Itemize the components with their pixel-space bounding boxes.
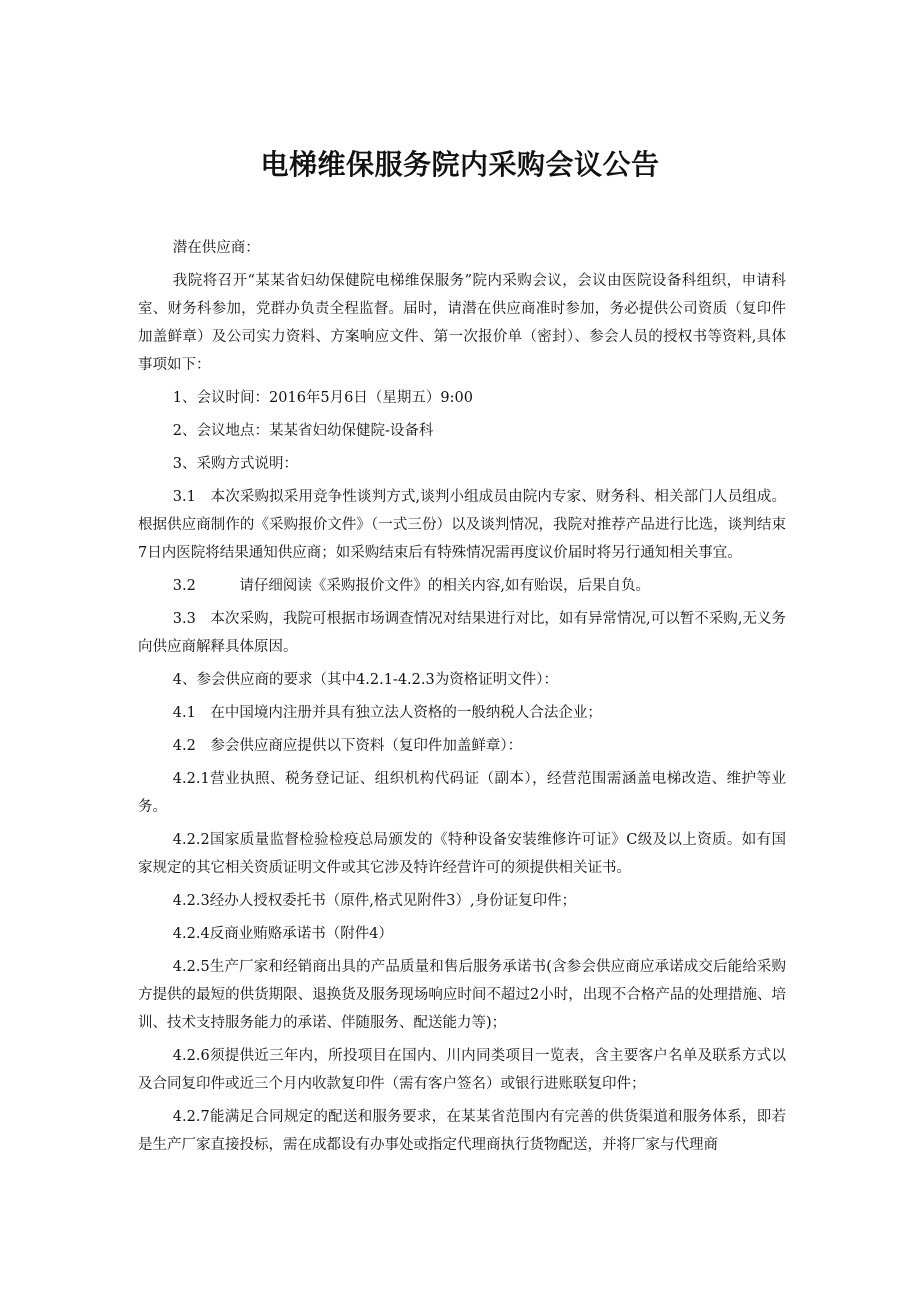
document-title: 电梯维保服务院内采购会议公告: [260, 148, 660, 181]
paragraph-4-1: 4.1 在中国境内注册并具有独立法人资格的一般纳税人合法企业；: [172, 705, 602, 721]
paragraph-4-2: 4.2 参会供应商应提供以下资料（复印件加盖鲜章）：: [172, 738, 523, 754]
paragraph-salutation: 潜在供应商：: [172, 240, 260, 256]
paragraph-4-2-5: 4.2.5生产厂家和经销商出具的产品质量和售后服务承诺书(含参会供应商应承诺成交后能给采购方提供的最短的供货期限、退换货及服务现场响应时间不超过2小时，出现不合格产品的处理措施、培训、技术支持服务能力的承诺、伴随服务、配送能力等)；: [138, 959, 786, 1031]
paragraph-intro: 我院将召开“某某省妇幼保健院电梯维保服务”院内采购会议，会议由医院设备科组织，申请科室、财务科参加，党群办负责全程监督。届时，请潜在供应商准时参加，务必提供公司资质（复印件加盖鲜章）及公司实力资料、方案响应文件、第一次报价单（密封）、参会人员的授权书等资料,具体事项如下：: [138, 273, 786, 373]
paragraph-procurement-method: 3、采购方式说明：: [172, 456, 299, 472]
paragraph-4-2-7: 4.2.7能满足合同规定的配送和服务要求，在某某省范围内有完善的供货渠道和服务体系，即若是生产厂家直接投标，需在成都设有办事处或指定代理商执行货物配送，并将厂家与代理商: [138, 1109, 786, 1153]
paragraph-3-2: 3.2 请仔细阅读《采购报价文件》的相关内容,如有贻误，后果自负。: [172, 578, 650, 594]
paragraph-4-2-2: 4.2.2国家质量监督检验检疫总局颁发的《特种设备安装维修许可证》C级及以上资质。如有国家规定的其它相关资质证明文件或其它涉及特许经营许可的须提供相关证书。: [138, 832, 786, 876]
paragraph-3-1: 3.1 本次采购拟采用竞争性谈判方式,谈判小组成员由院内专家、财务科、相关部门人员组成。根据供应商制作的《采购报价文件》（一式三份）以及谈判情况，我院对推荐产品进行比选，谈判结束7日内医院将结果通知供应商；如采购结束后有特殊情况需再度议价届时将另行通知相关事宜。: [138, 489, 786, 561]
paragraph-4-2-3: 4.2.3经办人授权委托书（原件,格式见附件3）,身份证复印件；: [172, 893, 577, 909]
paragraph-supplier-requirements: 4、参会供应商的要求（其中4.2.1-4.2.3为资格证明文件）：: [172, 672, 558, 688]
document-body: [138, 234, 786, 1164]
paragraph-3-3: 3.3 本次采购，我院可根据市场调查情况对结果进行对比，如有异常情况,可以暂不采购,无义务向供应商解释具体原因。: [138, 611, 786, 655]
paragraph-4-2-1: 4.2.1营业执照、税务登记证、组织机构代码证（副本），经营范围需涵盖电梯改造、维护等业务。: [138, 771, 786, 815]
paragraph-4-2-6: 4.2.6须提供近三年内，所投项目在国内、川内同类项目一览表，含主要客户名单及联系方式以及合同复印件或近三个月内收款复印件（需有客户签名）或银行进账联复印件；: [138, 1048, 786, 1092]
paragraph-meeting-location: 2、会议地点：某某省妇幼保健院-设备科: [172, 423, 434, 439]
paragraph-4-2-4: 4.2.4反商业贿赂承诺书（附件4）: [172, 926, 393, 942]
paragraph-meeting-time: 1、会议时间：2016年5月6日（星期五）9:00: [172, 390, 473, 406]
